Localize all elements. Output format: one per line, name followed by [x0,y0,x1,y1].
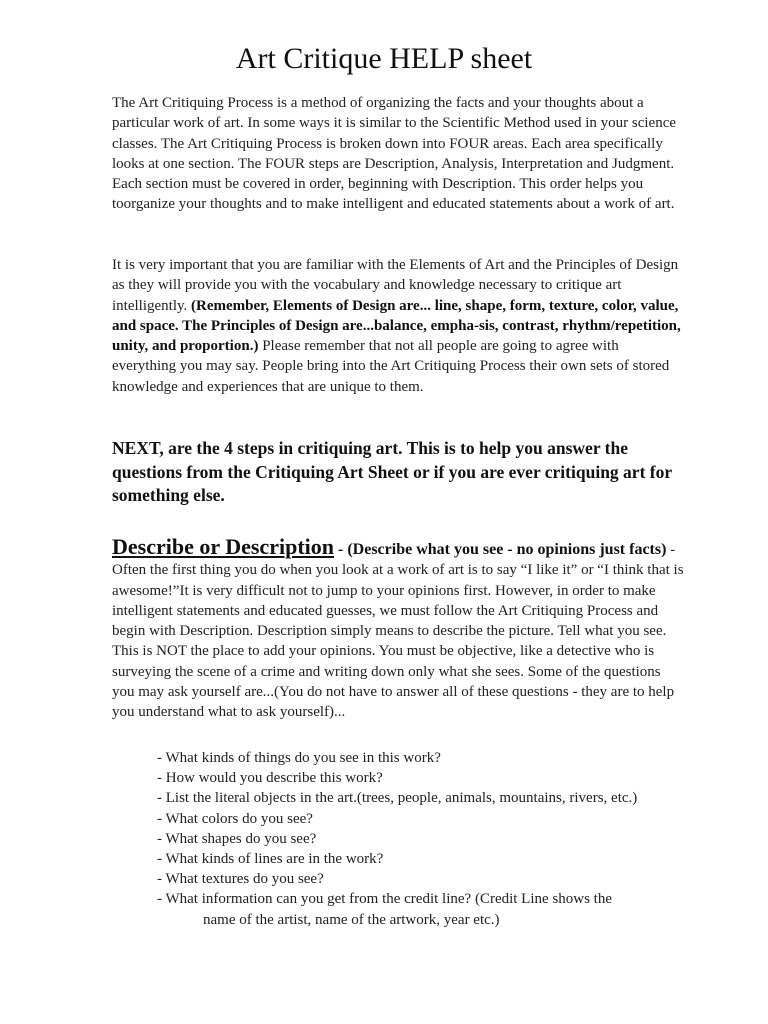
describe-subheading: - (Describe what you see - no opinions just facts) [334,541,667,558]
question-item: - What colors do you see? [157,810,313,827]
question-text: - What information can you get from the credit line? (Credit Line shows the [157,891,613,908]
elements-paragraph [112,255,682,397]
elements-lead-text: It is very important that you are familiar with the Elements of Art and the Principles of Design as they will provide you with the vocabulary and knowledge necessary to critique art intelligently. [112,257,679,314]
question-item-credit-line [157,889,692,929]
describe-heading: Describe or Description [112,534,334,559]
page-title: Art Critique HELP sheet [235,42,533,75]
question-item: - List the literal objects in the art.(trees, people, animals, mountains, rivers, etc.) [157,790,638,807]
question-item: - What kinds of lines are in the work? [157,851,384,868]
question-item: - What kinds of things do you see in this work? [157,750,441,766]
question-item: - How would you describe this work? [157,770,383,787]
next-steps-paragraph: NEXT, are the 4 steps in critiquing art. This is to help you answer the questions from the Critiquing Art Sheet or if you are ever critiquing art for something else. [112,438,672,505]
describe-section [112,534,684,723]
intro-paragraph: The Art Critiquing Process is a method of organizing the facts and your thoughts about a particular work of art. In some ways it is similar to the Scientific Method used in your science classes. The Art Critiquing Process is broken down into FOUR areas. Each area specifically looks at one section. The FOUR steps are Description, Analysis, Interpretation and Judgment. Each section must be covered in order, beginning with Description. This order helps you toorganize your thoughts and to make intelligent and educated statements about a work of art. [112,95,677,213]
describe-question-list [157,748,692,930]
question-item: - What shapes do you see? [157,830,317,847]
elements-tail-text: Please remember that not all people are going to agree with everything you may say. People bring into the Art Critiquing Process their own sets of stored knowledge and experiences that are unique to them. [112,338,670,395]
elements-principles-note: (Remember, Elements of Design are... line, shape, form, texture, color, value, and space. The Principles of Design are...balance, empha-sis, contrast, rhythm/repetition, unity, and proportion.) [112,297,681,355]
question-continuation: name of the artist, name of the artwork, year etc.) [203,911,500,928]
question-item: - What textures do you see? [157,871,324,888]
describe-body-text: - Often the first thing you do when you look at a work of art is to say “I like it” or “I think that is awesome!”It is very difficult not to jump to your opinions first. However, in order to make intelligent statements and educated guesses, we must follow the Art Critiquing Process and begin with Description. Description simply means to describe the picture. Tell what you see. This is NOT the place to add your opinions. You must be objective, like a detective who is surveying the scene of a crime and writing down only what she sees. Some of the questions you may ask yourself are...(You do not have to answer all of these questions - they are to help you understand what to ask yourself)... [112,542,684,721]
